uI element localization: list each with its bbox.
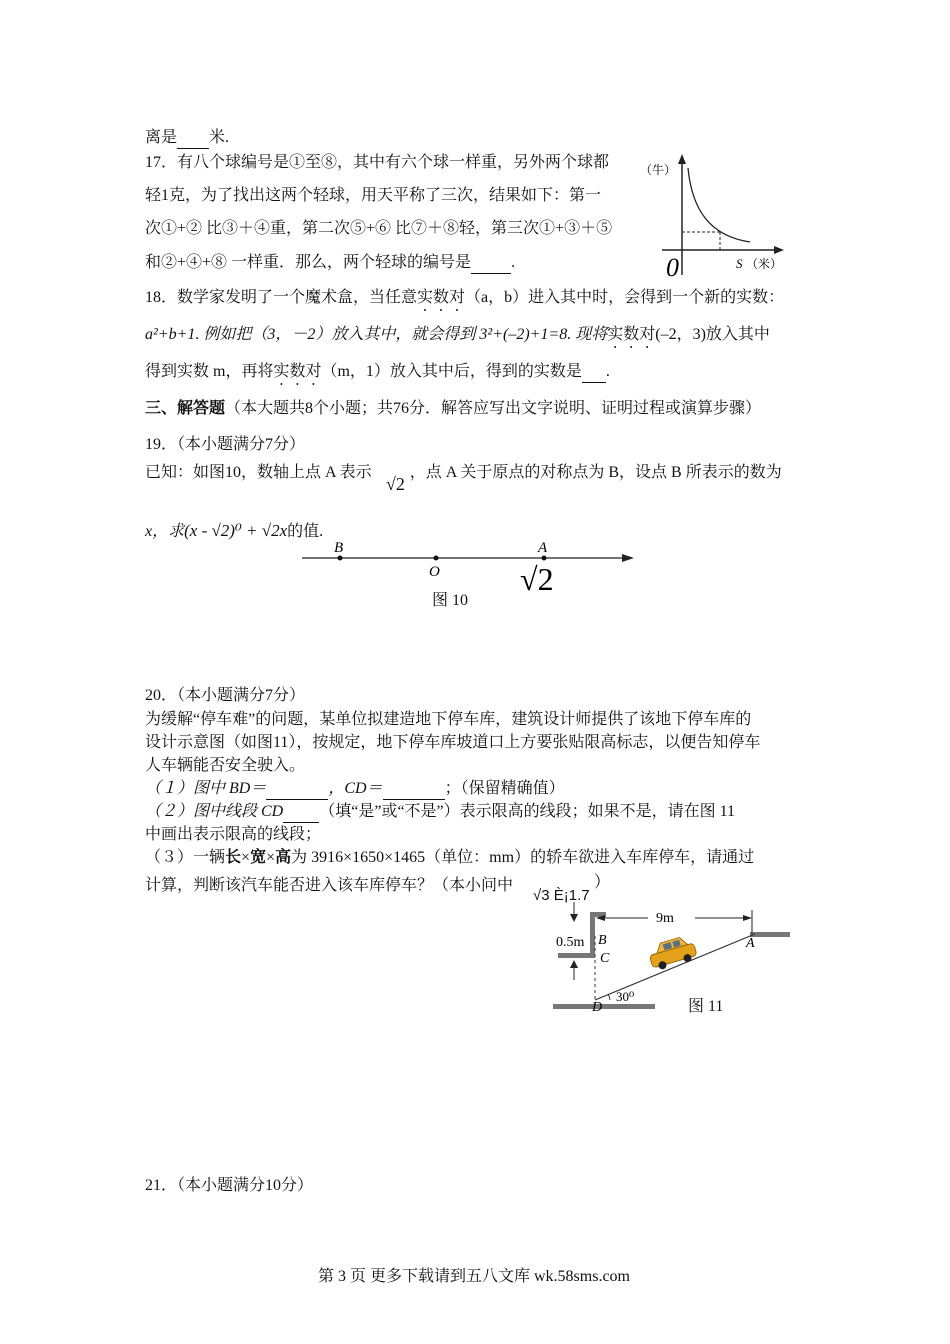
graph-xvar: S (736, 256, 743, 271)
q20-sub-3 (145, 848, 754, 868)
q20-s2b: （填“是”或“不是”）表示限高的线段；如果不是，请在图 11 (319, 803, 736, 820)
q20-s2-blank (283, 802, 319, 823)
car-icon (647, 934, 698, 972)
q20-para-2: 设计示意图（如图11），按规定，地下停车库坡道口上方要张贴限高标志，以便告知停车 (145, 734, 761, 751)
q18-l2: a²+b+1. 例如把（3，－2）放入其中，就会得到 3²+(–2)+1=8. 现将 (145, 326, 608, 343)
q20-s3-x2: × (266, 849, 276, 866)
q20-s2a: （２）图中线段 CD (145, 803, 284, 820)
graph-curve (688, 168, 750, 242)
q19-l1b: ，点 A 关于原点的对称点为 B，设点 B 所表示的数为 (409, 464, 782, 481)
q20-sub-2-cont: 中画出表示限高的线段； (145, 826, 322, 843)
q20-s3a: （３）一辆 (145, 849, 226, 866)
q20-s1c: ；（保留精确值） (444, 780, 565, 797)
point-o (434, 556, 439, 561)
q20-header: 20．（本小题满分7分） (145, 687, 306, 704)
q18-blank (582, 362, 606, 383)
graph-y-arrow-icon (678, 154, 686, 164)
q16-prefix: 离是 (145, 129, 178, 146)
q19-line-1 (145, 463, 782, 483)
wall-vertical (590, 912, 595, 958)
q18-line-1 (145, 288, 784, 315)
q20-sub-1 (145, 779, 565, 800)
angle-arc (608, 994, 610, 1000)
label-9m: 9m (656, 911, 674, 926)
q18-l3a: 得到实数 m，再将 (145, 363, 274, 380)
label-a: A (538, 540, 548, 556)
q17-l4-end: . (511, 254, 516, 271)
section-3-heading (145, 399, 761, 419)
label-sqrt2: √2 (520, 561, 554, 597)
q18-l2-dots: 实数对 (607, 326, 656, 343)
q18-l3c: . (605, 363, 610, 380)
q16-blank (177, 128, 209, 149)
q20-sub-3-cont (145, 876, 513, 896)
q20-para-1: 为缓解“停车难”的问题，某单位拟建造地下停车库，建筑设计师提供了该地下停车库的 (145, 711, 752, 728)
figure-10-caption: 图 10 (432, 592, 469, 609)
q17-line-1: 17．有八个球编号是①至⑧，其中有六个球一样重，另外两个球都 (145, 154, 610, 171)
label-angle: 30⁰ (616, 989, 635, 1004)
q20-s4: 计算，判断该汽车能否进入该车库停车？（本小问中 (145, 877, 514, 894)
ground (553, 1004, 655, 1009)
graph-origin: 0 (666, 253, 679, 282)
q20-s3b: 为 3916×1650×1465（单位：mm）的轿车欲进入车库停车，请通过 (291, 849, 755, 866)
number-line-arrow-icon (622, 554, 634, 562)
q20-s3-len: 长 (225, 849, 242, 866)
q17-graph (640, 150, 790, 285)
figure-10 (300, 536, 640, 611)
q17-line-4 (145, 253, 515, 274)
q18-l3b: （m，1）放入其中后，得到的实数是 (321, 363, 582, 380)
q19-expression: (x - √2)⁰ + √2x (184, 521, 288, 540)
q20-s1a: （１）图中 BD＝ (145, 780, 267, 797)
q20-sub-2 (145, 802, 735, 823)
q20-s3-wid: 宽 (250, 849, 267, 866)
graph-x-arrow-icon (774, 246, 784, 254)
q16-suffix: 米. (209, 129, 230, 146)
q19-header: 19．（本小题满分7分） (145, 436, 306, 453)
point-a (542, 556, 547, 561)
q20-cd-blank (383, 779, 445, 800)
q17-blank (471, 253, 511, 274)
section-3-desc: （本大题共8个小题；共76分．解答应写出文字说明、证明过程或演算步骤） (225, 400, 762, 417)
label-a: A (746, 936, 755, 951)
q18-line-3 (145, 362, 610, 389)
q20-hint-close: ） (594, 874, 611, 891)
label-b: B (598, 933, 607, 948)
right-ledge (750, 932, 790, 937)
q20-sqrt3-hint: √3 È¡1.7 (533, 887, 590, 904)
arrow-up-icon (570, 960, 578, 968)
figure-11 (550, 900, 800, 1020)
q18-l1a: 18．数学家发明了一个魔术盒，当任意 (145, 289, 418, 306)
q20-s3-x1: × (241, 849, 251, 866)
q18-l2b: (–2，3)放入其中 (655, 326, 770, 343)
label-b: B (334, 540, 344, 556)
q19-l2a: x，求 (145, 523, 185, 540)
figure-11-caption: 图 11 (688, 998, 724, 1015)
dim-arrow-right-icon (743, 915, 752, 921)
point-b (338, 556, 343, 561)
label-d: D (592, 1000, 603, 1015)
graph-ylabel: （牛） (640, 163, 677, 177)
q18-l3-dots: 实数对 (273, 363, 322, 380)
q18-line-2 (145, 325, 770, 352)
q21-header: 21．（本小题满分10分） (145, 1177, 314, 1194)
q17-line-2: 轻1克，为了找出这两个轻球，用天平称了三次，结果如下：第一 (145, 187, 602, 204)
q19-l2b: 的值. (287, 523, 324, 540)
label-o: O (429, 564, 440, 580)
q20-s3-hgt: 高 (275, 849, 292, 866)
q18-l1b: （a，b）进入其中时，会得到一个新的实数： (465, 289, 785, 306)
label-0-5m: 0.5m (556, 935, 585, 950)
label-c: C (600, 951, 610, 966)
q16-tail (145, 128, 229, 149)
q20-bd-blank (266, 779, 328, 800)
q18-l1-dots: 实数对 (417, 289, 466, 306)
section-3-title: 三、解答题 (145, 400, 226, 417)
q19-sqrt2-inline: √2 (386, 474, 405, 494)
q19-line-2 (145, 521, 323, 542)
arrow-down-icon (570, 914, 578, 922)
graph-xunit: （米） (746, 257, 783, 271)
q20-para-3: 人车辆能否安全驶入。 (145, 757, 306, 774)
q17-l4-text: 和②+④+⑧ 一样重．那么，两个轻球的编号是 (145, 254, 472, 271)
q19-l1a: 已知：如图10，数轴上点 A 表示 (145, 464, 372, 481)
page-footer: 第 3 页 更多下载请到五八文库 wk.58sms.com (318, 1268, 631, 1285)
q17-line-3: 次①+② 比③＋④重，第二次⑤+⑥ 比⑦＋⑧轻，第三次①+③＋⑤ (145, 220, 613, 237)
wall-ledge (558, 953, 595, 958)
q20-s1b: ，CD＝ (328, 780, 383, 797)
